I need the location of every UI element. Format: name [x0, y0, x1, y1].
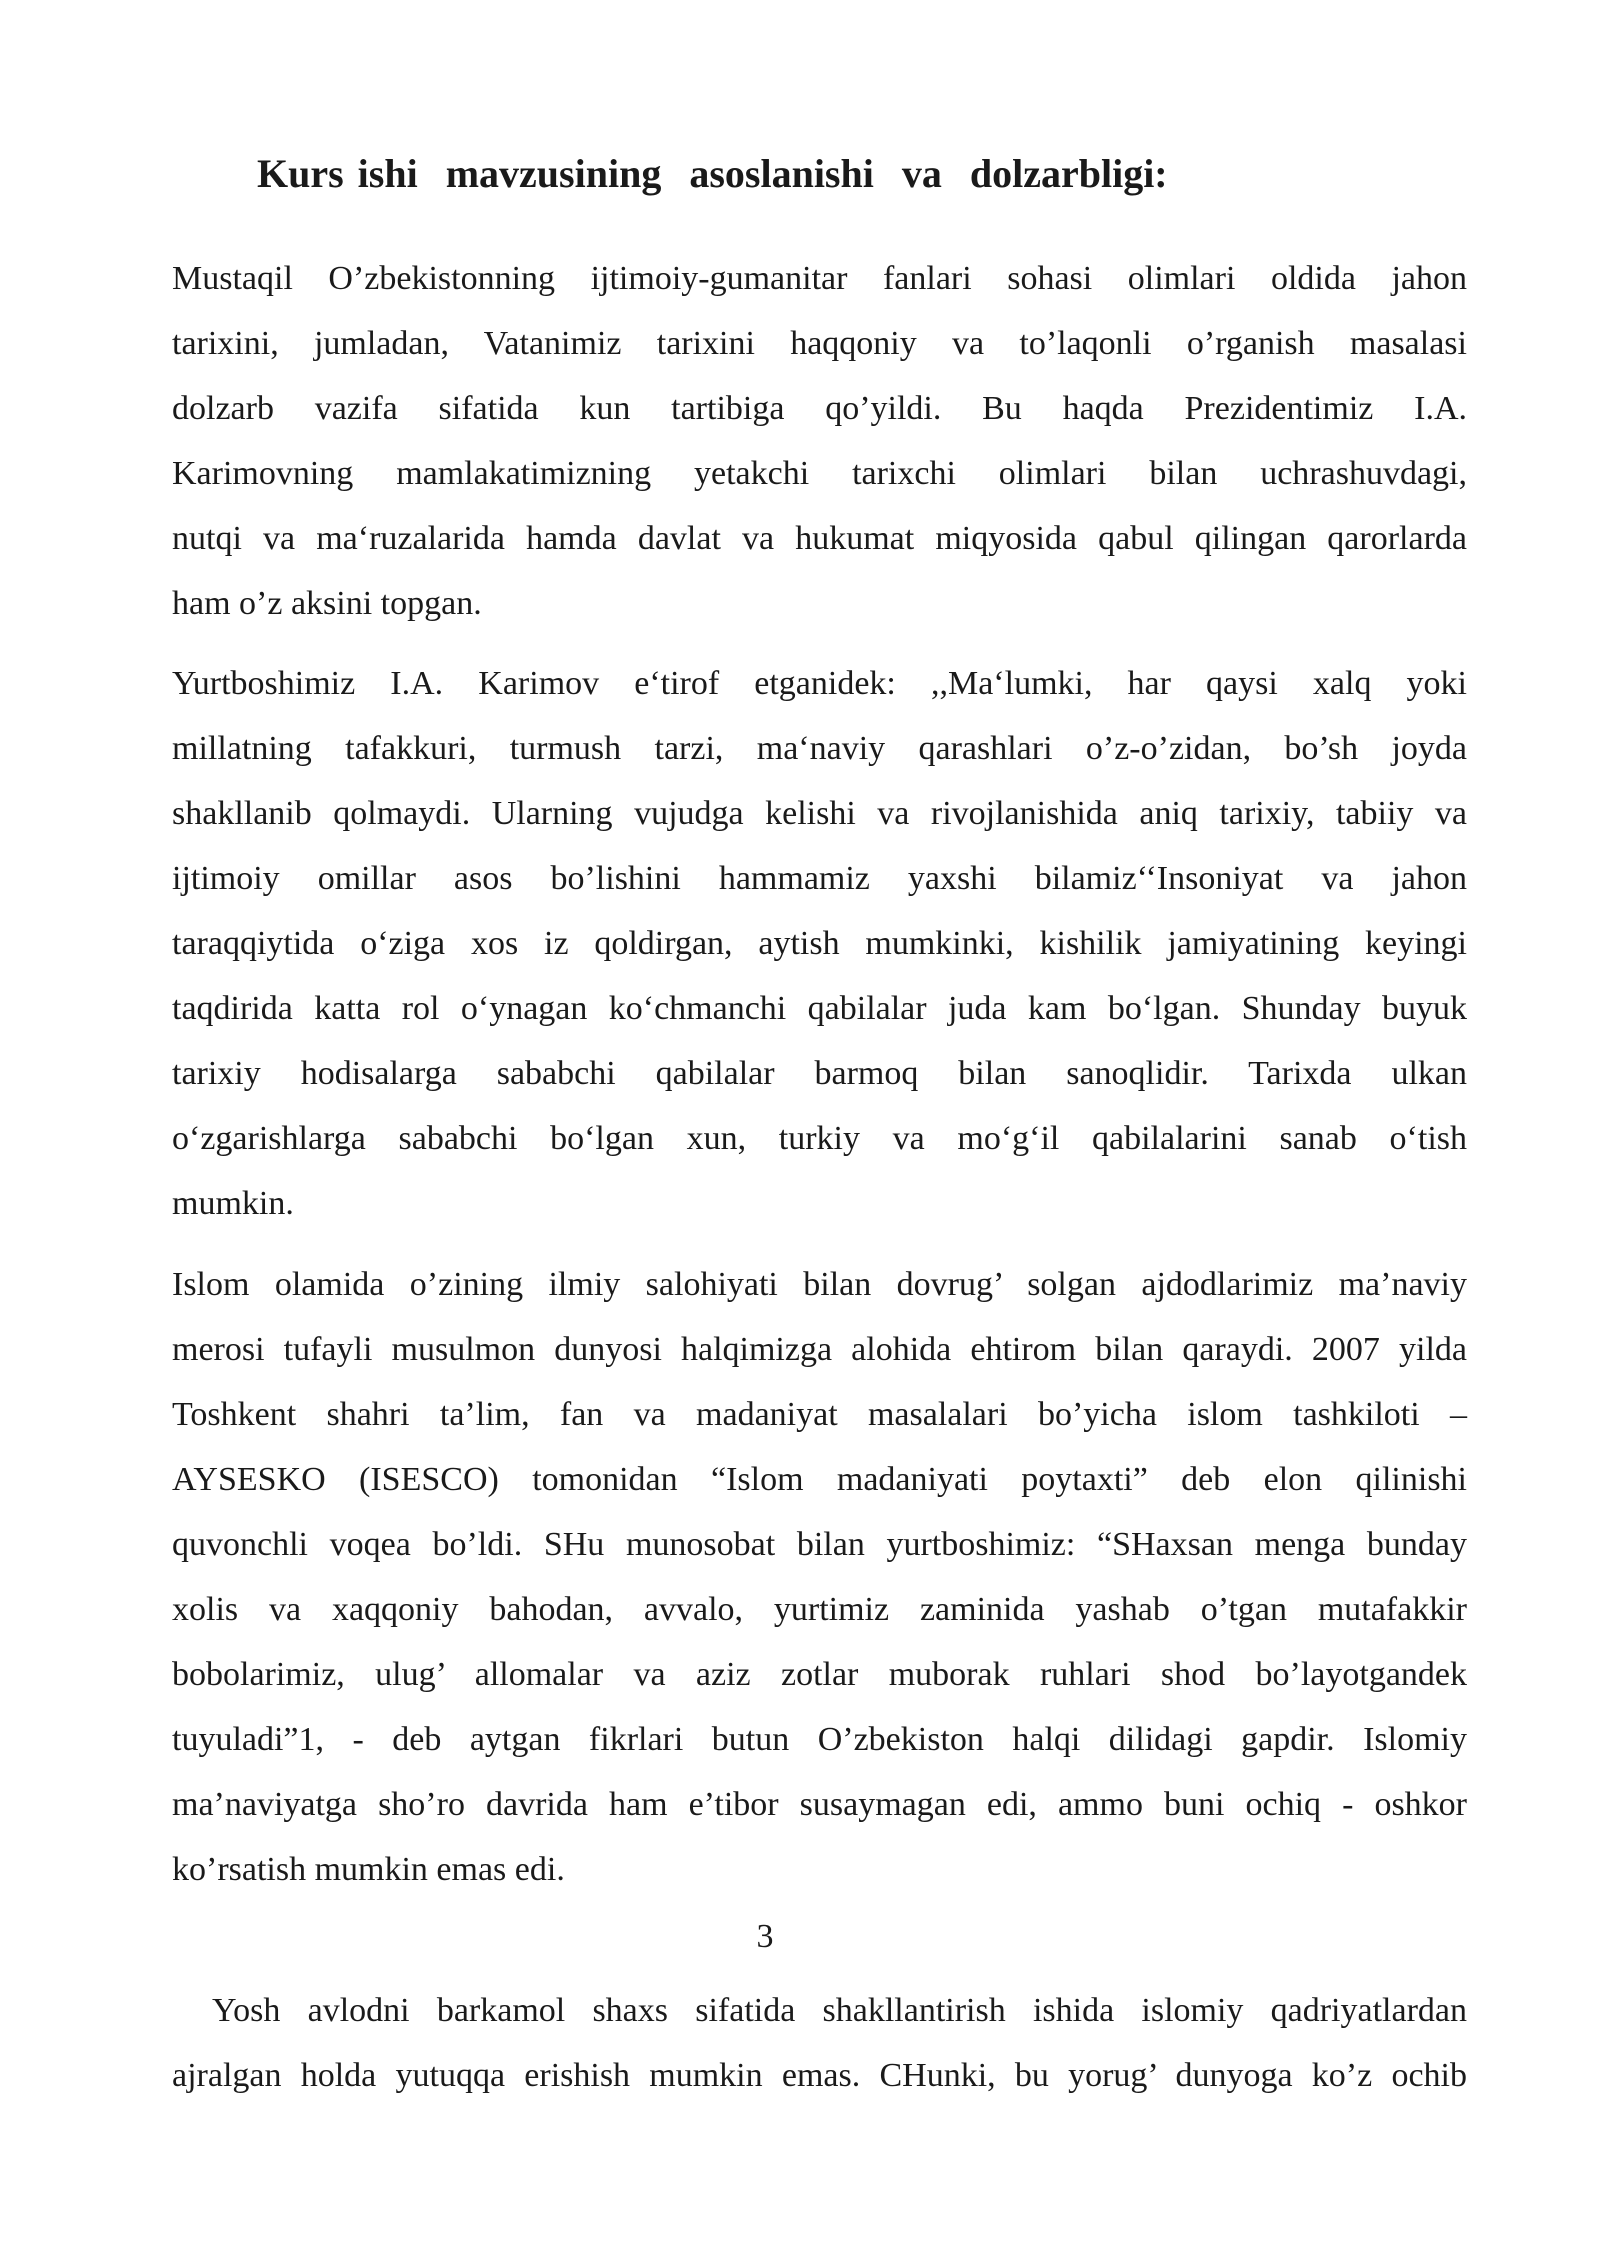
- paragraph-line: bobolarimiz, ulug’ allomalar va aziz zotlar muborak ruhlari shod bo’layotgandek: [172, 1656, 1467, 1693]
- paragraph-line: AYSESKO (ISESCO) tomonidan “Islom madaniyati poytaxti” deb elon qilinishi: [172, 1461, 1467, 1498]
- paragraph-line: Yurtboshimiz I.A. Karimov eʻtirof etganidek: ,,Maʻlumki, har qaysi xalq yoki: [172, 665, 1467, 702]
- paragraph-line: dolzarb vazifa sifatida kun tartibiga qo’yildi. Bu haqda Prezidentimiz I.A.: [172, 390, 1467, 427]
- page-number: 3: [756, 1918, 774, 1955]
- paragraph-line: merosi tufayli musulmon dunyosi halqimizga alohida ehtirom bilan qaraydi. 2007 yilda: [172, 1331, 1467, 1368]
- paragraph-line: tuyuladi”1, - deb aytgan fikrlari butun O’zbekiston halqi dilidagi gapdir. Islomiy: [172, 1721, 1467, 1758]
- paragraph-line: tarixini, jumladan, Vatanimiz tarixini haqqoniy va to’laqonli o’rganish masalasi: [172, 325, 1467, 362]
- paragraph-line: ham o’z aksini topgan.: [172, 585, 482, 622]
- paragraph-4: [172, 1978, 1467, 2108]
- paragraph-line: ko’rsatish mumkin emas edi.: [172, 1851, 565, 1888]
- paragraph-line: oʻzgarishlarga sababchi boʻlgan xun, turkiy va moʻgʻil qabilalarini sanab oʻtish: [172, 1120, 1467, 1157]
- section-heading: Kurs ishi mavzusining asoslanishi va dolzarbligi:: [257, 151, 1168, 196]
- paragraph-2: [172, 651, 1467, 1236]
- paragraph-line: quvonchli voqea bo’ldi. SHu munosobat bilan yurtboshimiz: “SHaxsan menga bunday: [172, 1526, 1467, 1563]
- paragraph-line: shakllanib qolmaydi. Ularning vujudga kelishi va rivojlanishida aniq tarixiy, tabiiy va: [172, 795, 1467, 832]
- paragraph-line: Karimovning mamlakatimizning yetakchi tarixchi olimlari bilan uchrashuvdagi,: [172, 455, 1467, 492]
- paragraph-line: taqdirida katta rol oʻynagan koʻchmanchi qabilalar juda kam boʻlgan. Shunday buyuk: [172, 990, 1467, 1027]
- paragraph-line: ajralgan holda yutuqqa erishish mumkin emas. CHunki, bu yorug’ dunyoga ko’z ochib: [172, 2057, 1467, 2094]
- paragraph-line: ma’naviyatga sho’ro davrida ham e’tibor susaymagan edi, ammo buni ochiq - oshkor: [172, 1786, 1467, 1823]
- paragraph-line: mumkin.: [172, 1185, 294, 1222]
- paragraph-3: [172, 1252, 1467, 1902]
- paragraph-line: Mustaqil O’zbekistonning ijtimoiy-gumanitar fanlari sohasi olimlari oldida jahon: [172, 260, 1467, 297]
- paragraph-line: Toshkent shahri ta’lim, fan va madaniyat masalalari bo’yicha islom tashkiloti –: [172, 1396, 1467, 1433]
- paragraph-line: nutqi va maʻruzalarida hamda davlat va hukumat miqyosida qabul qilingan qarorlarda: [172, 520, 1467, 557]
- paragraph-line: ijtimoiy omillar asos bo’lishini hammamiz yaxshi bilamiz‘‘Insoniyat va jahon: [172, 860, 1467, 897]
- paragraph-line: Islom olamida o’zining ilmiy salohiyati bilan dovrug’ solgan ajdodlarimiz ma’naviy: [172, 1266, 1467, 1303]
- paragraph-1: [172, 246, 1467, 636]
- paragraph-line: millatning tafakkuri, turmush tarzi, maʻnaviy qarashlari o’z-o’zidan, bo’sh joyda: [172, 730, 1467, 767]
- paragraph-line: taraqqiytida oʻziga xos iz qoldirgan, aytish mumkinki, kishilik jamiyatining keyingi: [172, 925, 1467, 962]
- paragraph-line: Yosh avlodni barkamol shaxs sifatida shakllantirish ishida islomiy qadriyatlardan: [212, 1992, 1467, 2029]
- paragraph-line: xolis va xaqqoniy bahodan, avvalo, yurtimiz zaminida yashab o’tgan mutafakkir: [172, 1591, 1467, 1628]
- paragraph-line: tarixiy hodisalarga sababchi qabilalar barmoq bilan sanoqlidir. Tarixda ulkan: [172, 1055, 1467, 1092]
